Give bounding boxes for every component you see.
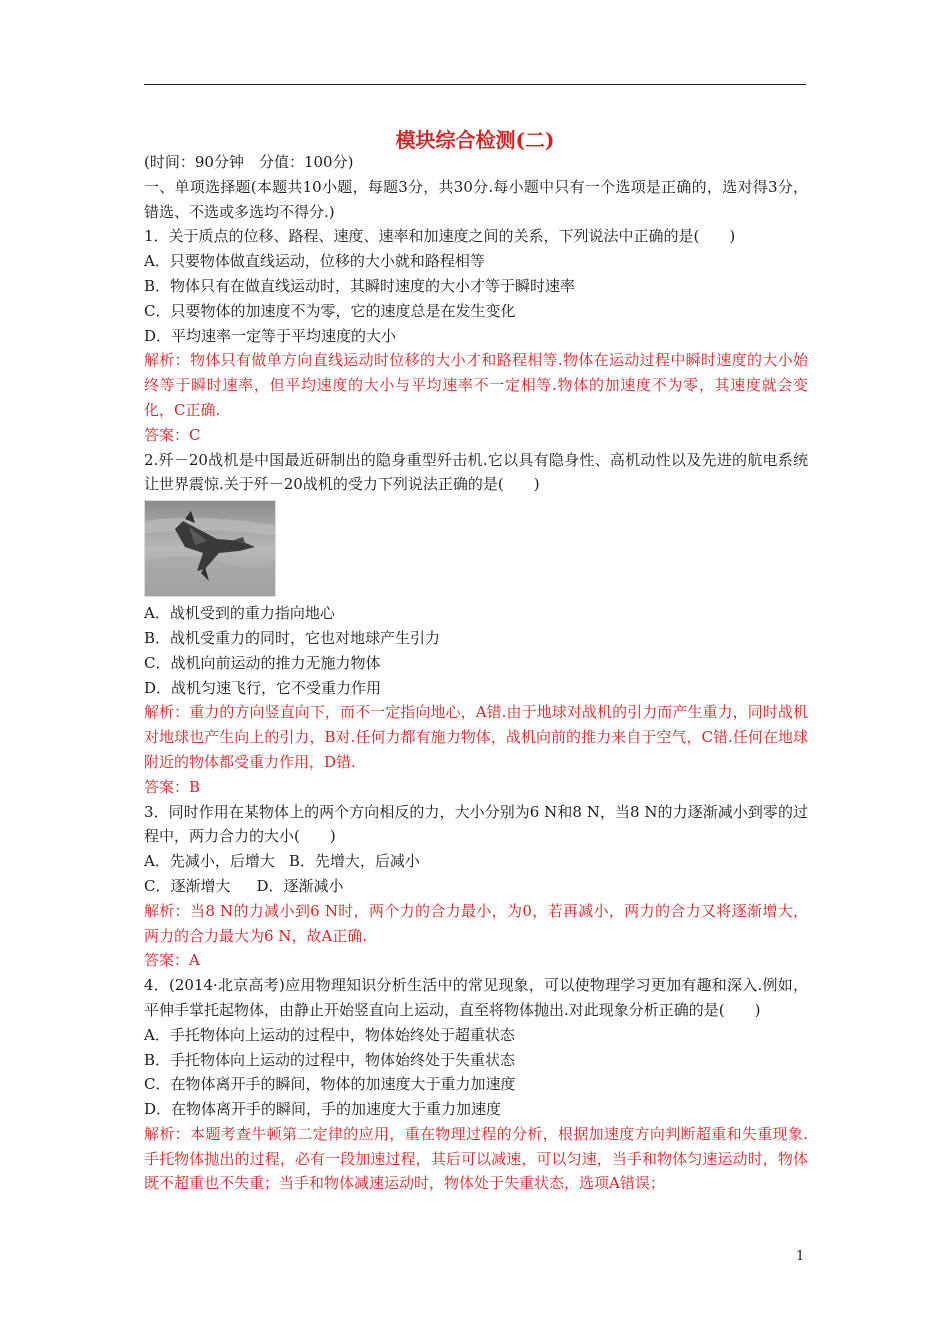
option-row: [144, 849, 808, 874]
analysis-text: 解析：当8 N的力减小到6 N时，两个力的合力最小，为0，若再减小，两力的合力又将逐渐增大，两力的合力最大为6 N，故A正确.: [144, 901, 808, 945]
option: C．在物体离开手的瞬间，物体的加速度大于重力加速度: [144, 1075, 516, 1094]
answer-text: 答案：B: [144, 777, 201, 796]
option: B．手托物体向上运动的过程中，物体始终处于失重状态: [144, 1050, 516, 1069]
header-rule: [144, 84, 806, 85]
question-stem: 1．关于质点的位移、路程、速度、速率和加速度之间的关系，下列说法中正确的是( ): [144, 227, 736, 246]
page-title: 模块综合检测(二): [395, 128, 555, 152]
question-stem: 4．(2014·北京高考)应用物理知识分析生活中的常见现象，可以使物理学习更加有趣和深入.例如，平伸手掌托起物体，由静止开始竖直向上运动，直至将物体抛出.对此现象分析正确的是( ): [144, 976, 808, 1019]
page-number: 1: [796, 1249, 805, 1264]
option: D．逐渐减小: [256, 876, 344, 895]
option: B．战机受重力的同时，它也对地球产生引力: [144, 628, 441, 647]
option: A．战机受到的重力指向地心: [144, 604, 335, 623]
option: C．战机向前运动的推力无施力物体: [144, 653, 381, 672]
document-body: [144, 150, 808, 1196]
option-row: [144, 874, 808, 899]
exam-info: (时间：90分钟 分值：100分): [144, 153, 354, 171]
option: B．先增大，后减小: [288, 852, 420, 871]
answer-text: 答案：A: [144, 951, 200, 970]
option: A．先减小，后增大: [144, 852, 275, 871]
option: D．在物体离开手的瞬间，手的加速度大于重力加速度: [144, 1100, 502, 1119]
option: A．只要物体做直线运动，位移的大小就和路程相等: [144, 252, 485, 271]
answer-text: 答案：C: [144, 425, 201, 444]
analysis-text: 解析：本题考查牛顿第二定律的应用，重在物理过程的分析，根据加速度方向判断超重和失重现象.手托物体抛出的过程，必有一段加速过程，其后可以减速，可以匀速，当手和物体匀速运动时，物体既不超重也不失重；当手和物体减速运动时，物体处于失重状态，选项A错误；: [144, 1124, 808, 1193]
option: C．逐渐增大: [144, 876, 231, 895]
question-stem: 2.歼－20战机是中国最近研制出的隐身重型歼击机.它以具有隐身性、高机动性以及先进的航电系统让世界震惊.关于歼－20战机的受力下列说法正确的是( ): [144, 450, 808, 494]
option: D．平均速率一定等于平均速度的大小: [144, 326, 397, 345]
question-stem: 3．同时作用在某物体上的两个方向相反的力，大小分别为6 N和8 N，当8 N的力逐渐减小到零的过程中，两力合力的大小( ): [144, 802, 808, 846]
option: C．只要物体的加速度不为零，它的速度总是在发生变化: [144, 301, 516, 320]
option: D．战机匀速飞行，它不受重力作用: [144, 678, 382, 697]
fighter-jet-photo: [144, 500, 276, 597]
analysis-text: 解析：物体只有做单方向直线运动时位移的大小才和路程相等.物体在运动过程中瞬时速度的大小始终等于瞬时速率，但平均速度的大小与平均速率不一定相等.物体的加速度不为零，其速度就会变化，C正确.: [144, 351, 808, 419]
option: A．手托物体向上运动的过程中，物体始终处于超重状态: [144, 1025, 515, 1044]
analysis-text: 解析：重力的方向竖直向下，而不一定指向地心，A错.由于地球对战机的引力而产生重力，同时战机对地球也产生向上的引力，B对.任何力都有施力物体，战机向前的推力来自于空气，C错.任何在地球附近的物体都受重力作用，D错.: [144, 703, 808, 771]
section-intro: 一、单项选择题(本题共10小题，每题3分，共30分.每小题中只有一个选项是正确的，选对得3分，错选、不选或多选均不得分.): [144, 177, 808, 221]
option: B．物体只有在做直线运动时，其瞬时速度的大小才等于瞬时速率: [144, 276, 576, 295]
